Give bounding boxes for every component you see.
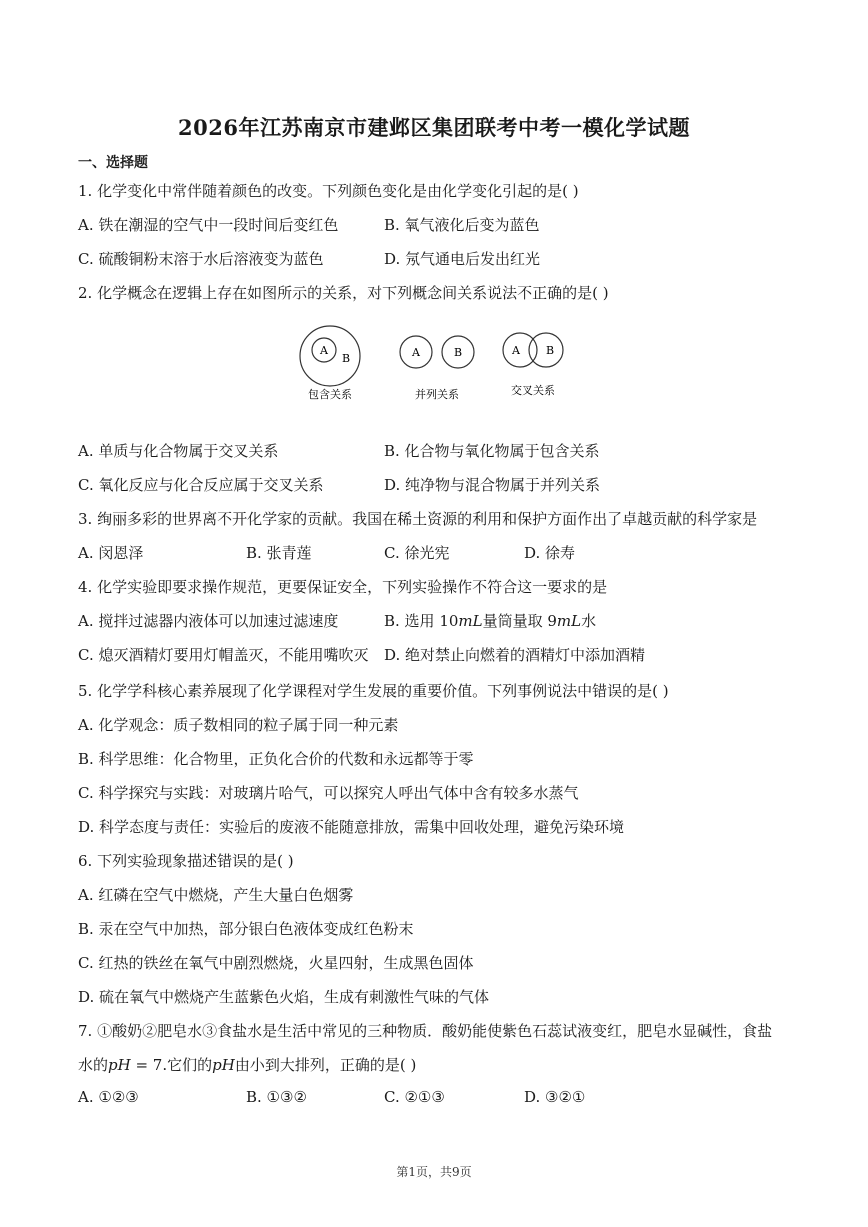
question-7-option-b: B. ①③② xyxy=(246,1088,307,1106)
question-2-option-b: B. 化合物与氧化物属于包含关系 xyxy=(384,442,600,460)
question-6-option-b: B. 汞在空气中加热，部分银白色液体变成红色粉末 xyxy=(78,920,414,938)
question-3-option-d: D. 徐寿 xyxy=(524,544,576,562)
question-5-option-d: D. 科学态度与责任：实验后的废液不能随意排放，需集中回收处理，避免污染环境 xyxy=(78,818,625,836)
question-4-option-b-prefix: B. 选用 10 xyxy=(384,612,459,630)
label-a-inclusion: A xyxy=(320,344,328,357)
question-7-stem-line-2 xyxy=(78,1054,416,1075)
question-3-option-a: A. 闵恩泽 xyxy=(78,544,144,562)
question-7-stem-middle: 它们的 xyxy=(167,1056,213,1074)
question-7-ph-symbol-2: pH xyxy=(212,1056,235,1074)
question-1-option-c: C. 硫酸铜粉末溶于水后溶液变为蓝色 xyxy=(78,250,324,268)
outer-circle-b xyxy=(300,326,360,386)
question-1-option-b: B. 氧气液化后变为蓝色 xyxy=(384,216,540,234)
inclusion-caption: 包含关系 xyxy=(308,388,352,401)
question-4-option-a: A. 搅拌过滤器内液体可以加速过滤速度 xyxy=(78,612,339,630)
question-5-option-c: C. 科学探究与实践：对玻璃片哈气，可以探究人呼出气体中含有较多水蒸气 xyxy=(78,784,579,802)
question-4-option-b xyxy=(384,610,596,631)
question-7-option-a: A. ①②③ xyxy=(78,1088,139,1106)
question-5-option-b: B. 科学思维：化合物里，正负化合价的代数和永远都等于零 xyxy=(78,750,474,768)
question-4-option-b-unit-1: mL xyxy=(458,612,483,630)
question-7-option-c: C. ②①③ xyxy=(384,1088,445,1106)
question-5-stem: 5. 化学学科核心素养展现了化学课程对学生发展的重要价值。下列事例说法中错误的是( ) xyxy=(78,682,669,700)
label-a-intersection: A xyxy=(512,344,520,357)
page-title: 2026年江苏南京市建邺区集团联考中考一模化学试题 xyxy=(178,115,690,140)
parallel-relation-figure xyxy=(400,336,474,401)
section-heading: 一、选择题 xyxy=(78,155,148,171)
question-2-option-a: A. 单质与化合物属于交叉关系 xyxy=(78,442,279,460)
question-2-option-d: D. 纯净物与混合物属于并列关系 xyxy=(384,476,601,494)
question-6-option-d: D. 硫在氧气中燃烧产生蓝紫色火焰，生成有刺激性气味的气体 xyxy=(78,988,490,1006)
question-4-option-b-unit-2: mL xyxy=(556,612,582,630)
question-7-stem-line-1: 7. ①酸奶②肥皂水③食盐水是生活中常见的三种物质．酸奶能使紫色石蕊试液变红，肥皂水显碱性，食盐 xyxy=(78,1022,773,1040)
question-7-equals-seven: = 7. xyxy=(130,1056,168,1074)
question-1-stem: 1. 化学变化中常伴随着颜色的改变。下列颜色变化是由化学变化引起的是( ) xyxy=(78,182,579,200)
question-4-option-c: C. 熄灭酒精灯要用灯帽盖灭，不能用嘴吹灭 xyxy=(78,646,369,664)
label-a-parallel: A xyxy=(412,346,420,359)
question-4-stem: 4. 化学实验即要求操作规范，更要保证安全，下列实验操作不符合这一要求的是 xyxy=(78,578,608,596)
question-7-stem-suffix: 由小到大排列，正确的是( ) xyxy=(234,1056,417,1074)
question-4-option-b-middle: 量筒量取 9 xyxy=(482,612,557,630)
concept-relation-diagram xyxy=(296,312,576,404)
question-3-option-c: C. 徐光宪 xyxy=(384,544,450,562)
intersection-caption: 交叉关系 xyxy=(511,384,555,397)
question-5-option-a: A. 化学观念：质子数相同的粒子属于同一种元素 xyxy=(78,716,399,734)
question-6-stem: 6. 下列实验现象描述错误的是( ) xyxy=(78,852,294,870)
question-7-stem-prefix: 水的 xyxy=(78,1056,109,1074)
question-4-option-b-suffix: 水 xyxy=(581,612,597,630)
question-1-option-d: D. 氖气通电后发出红光 xyxy=(384,250,541,268)
page-footer: 第1页，共9页 xyxy=(396,1165,472,1179)
parallel-caption: 并列关系 xyxy=(415,388,459,401)
question-6-option-a: A. 红磷在空气中燃烧，产生大量白色烟雾 xyxy=(78,886,354,904)
label-b-intersection: B xyxy=(545,344,555,357)
label-b-parallel: B xyxy=(453,346,463,359)
question-4-option-d: D. 绝对禁止向燃着的酒精灯中添加酒精 xyxy=(384,646,646,664)
question-2-stem: 2. 化学概念在逻辑上存在如图所示的关系，对下列概念间关系说法不正确的是( ) xyxy=(78,284,609,302)
intersection-relation-figure xyxy=(503,333,563,397)
question-7-option-d: D. ③②① xyxy=(524,1088,586,1106)
question-1-option-a: A. 铁在潮湿的空气中一段时间后变红色 xyxy=(78,216,339,234)
question-6-option-c: C. 红热的铁丝在氧气中剧烈燃烧，火星四射，生成黑色固体 xyxy=(78,954,474,972)
intersect-circle-a xyxy=(503,333,537,367)
question-3-stem: 3. 绚丽多彩的世界离不开化学家的贡献。我国在稀土资源的利用和保护方面作出了卓越贡献的科学家是 xyxy=(78,510,758,528)
label-b-inclusion: B xyxy=(341,352,351,365)
inclusion-relation-figure xyxy=(300,326,360,401)
question-7-ph-symbol-1: pH xyxy=(108,1056,131,1074)
question-2-option-c: C. 氧化反应与化合反应属于交叉关系 xyxy=(78,476,324,494)
question-3-option-b: B. 张青莲 xyxy=(246,544,312,562)
